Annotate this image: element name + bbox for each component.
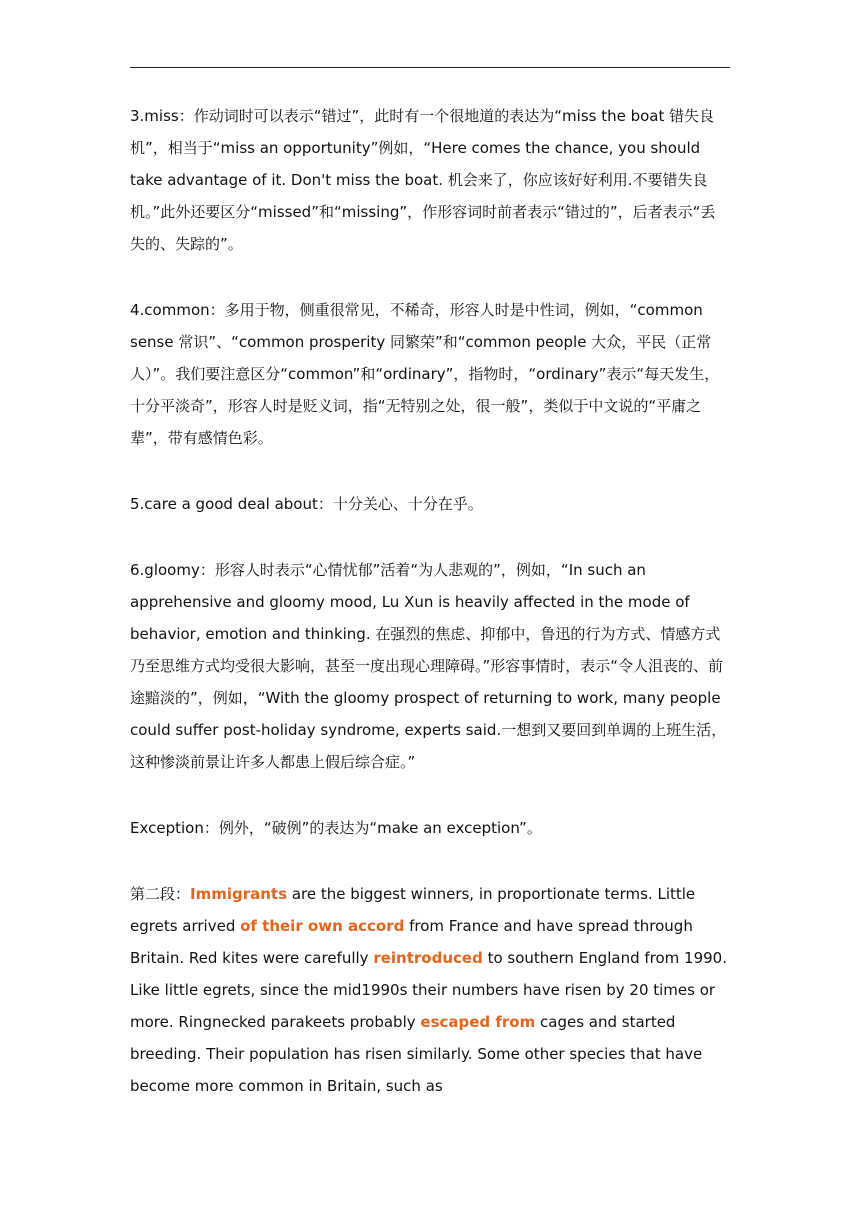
section-label: 第二段： [130,885,191,903]
paragraph-common [130,294,730,454]
paragraph-miss [130,100,730,260]
paragraph-second-section [130,878,730,1102]
paragraph-text: 3.miss：作动词时可以表示“错过”，此时有一个很地道的表达为“miss the boat 错失良机”，相当于“miss an opportunity”例如，“Here comes the chance, you should take advantage of it. Don't miss the boat. 机会来了，你应该好好利用.不要错失良机。”此外还要区分“missed”和“missing”，作形容词时前者表示“错过的”，后者表示“丢失的、失踪的”。 [130,107,716,253]
highlight-term-immigrants: Immigrants [190,885,288,903]
highlight-term-reintroduced: reintroduced [373,949,483,967]
paragraph-text: from France and have spread through Britain. Red kites were carefully [130,917,693,967]
document-body [130,100,730,1102]
paragraph-text: 5.care a good deal about：十分关心、十分在乎。 [130,495,483,513]
paragraph-text: to southern England from 1990. Like little egrets, since the mid1990s their numbers have risen by 20 times or more. Ringnecked parakeets probably [130,949,727,1031]
highlight-term-escaped-from: escaped from [420,1013,536,1031]
paragraph-text: are the biggest winners, in proportionate terms. Little egrets arrived [130,885,696,935]
header-rule [130,67,730,68]
paragraph-text: 6.gloomy：形容人时表示“心情忧郁”活着“为人悲观的”，例如，“In such an apprehensive and gloomy mood, Lu Xun is heavily affected in the mode of behavior, emotion and thinking. 在强烈的焦虑、抑郁中，鲁迅的行为方式、情感方式乃至思维方式均受很大影响，甚至一度出现心理障碍。”形容事情时，表示“令人沮丧的、前途黯淡的”，例如，“With the gloomy prospect of returning to work, many people could suffer post-holiday syndrome, experts said.一想到又要回到单调的上班生活，这种惨淡前景让许多人都患上假后综合症。” [130,561,727,771]
paragraph-text: 4.common：多用于物，侧重很常见，不稀奇，形容人时是中性词，例如，“common sense 常识”、“common prosperity 同繁荣”和“common people 大众，平民（正常人）”。我们要注意区分“common”和“ordinary”，指物时，“ordinary”表示“每天发生，十分平淡奇”，形容人时是贬义词，指“无特别之处，很一般”，类似于中文说的“平庸之辈”，带有感情色彩。 [130,301,720,447]
paragraph-exception [130,812,730,844]
paragraph-text: Exception：例外，“破例”的表达为“make an exception”。 [130,819,542,837]
paragraph-gloomy [130,554,730,778]
paragraph-text: cages and started breeding. Their population has risen similarly. Some other species that have become more common in Britain, such as [130,1013,703,1095]
highlight-term-own-accord: of their own accord [240,917,405,935]
paragraph-care [130,488,730,520]
